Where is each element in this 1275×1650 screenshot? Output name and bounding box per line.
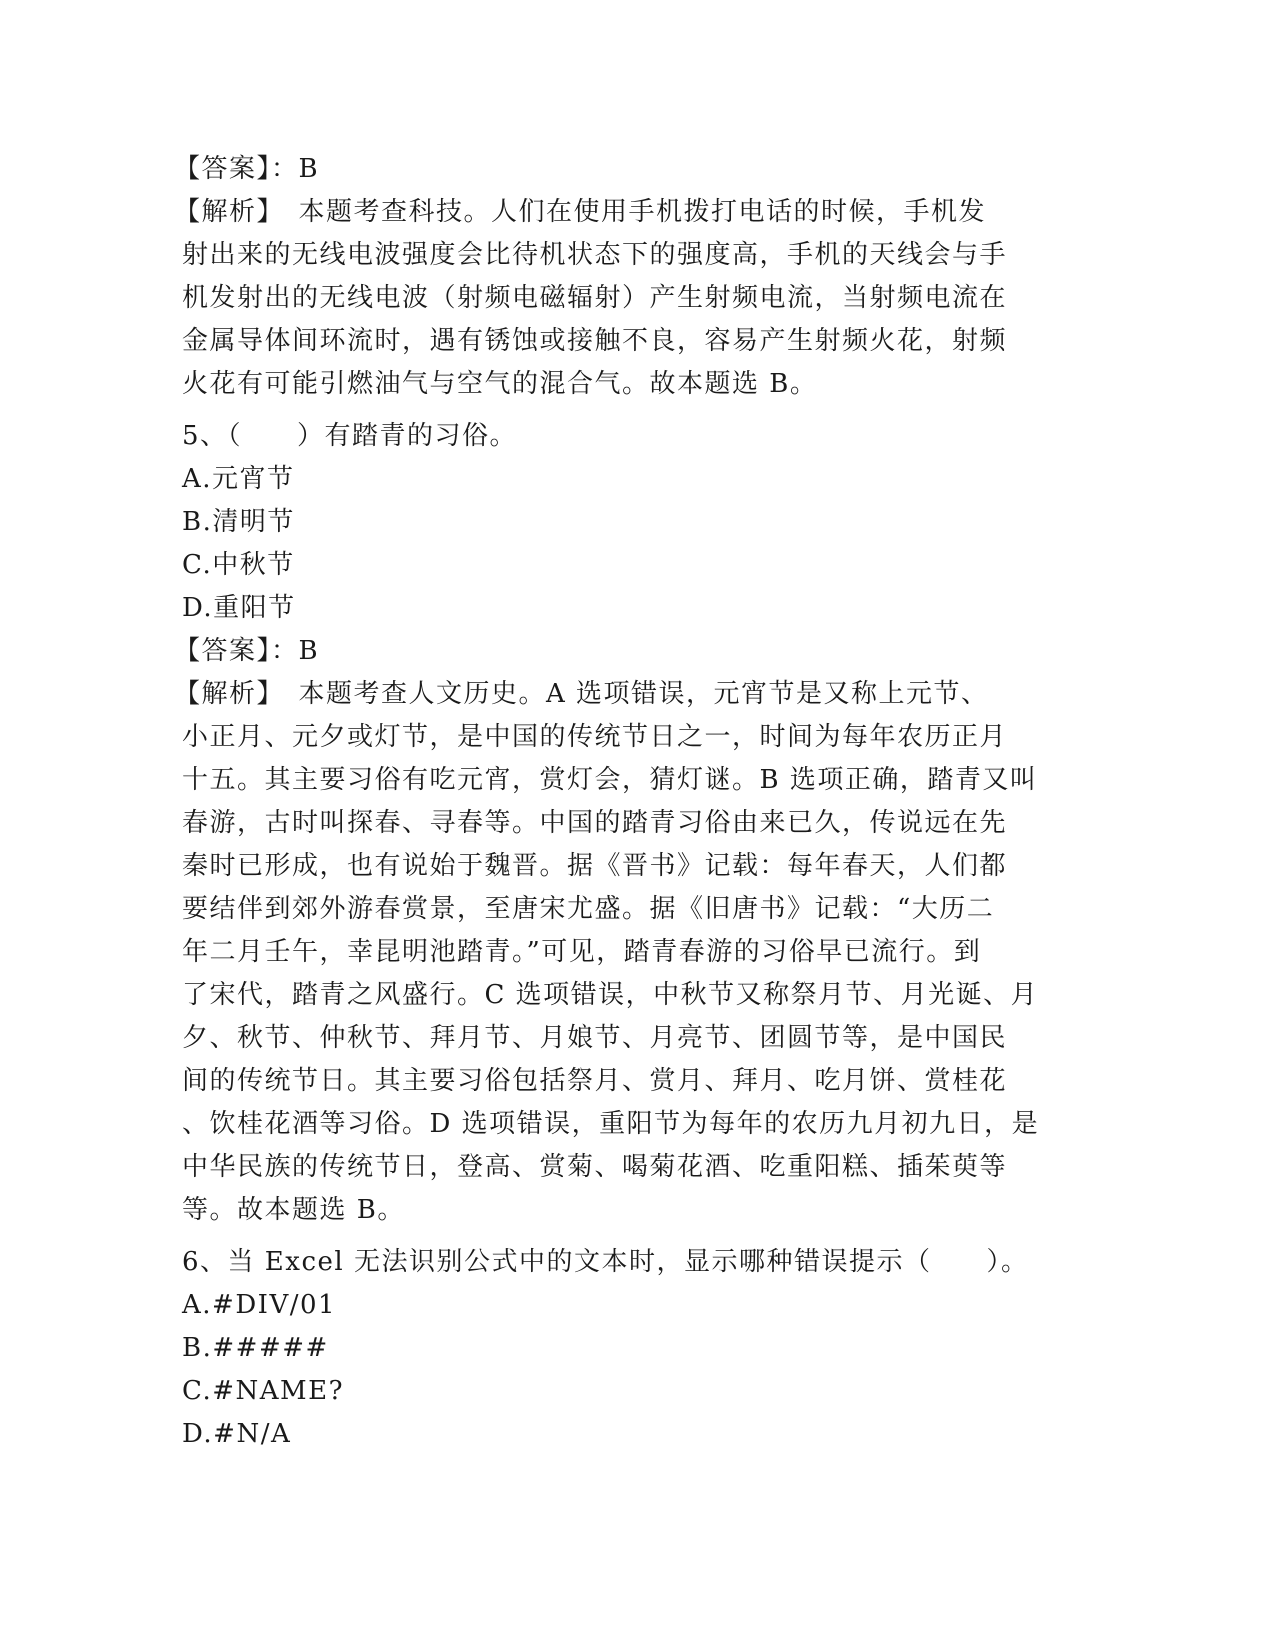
q5-explanation-line: 要结伴到郊外游春赏景，至唐宋尤盛。据《旧唐书》记载：“大历二 xyxy=(182,894,995,924)
q5-explanation-line: 十五。其主要习俗有吃元宵，赏灯会，猜灯谜。B 选项正确，踏青又叫 xyxy=(182,765,1038,795)
q5-explanation-line: 了宋代，踏青之风盛行。C 选项错误，中秋节又称祭月节、月光诞、月 xyxy=(182,980,1039,1010)
q5-explanation-line: 等。故本题选 B。 xyxy=(182,1195,405,1225)
document-page xyxy=(174,148,1092,1456)
q6-question: 6、当 Excel 无法识别公式中的文本时，显示哪种错误提示（ ）。 xyxy=(182,1247,1029,1277)
spacer xyxy=(182,406,1092,415)
spacer xyxy=(182,1232,1092,1241)
q5-explanation-line: 、饮桂花酒等习俗。D 选项错误，重阳节为每年的农历九月初九日，是 xyxy=(182,1109,1040,1139)
q5-option-a: A.元宵节 xyxy=(182,464,295,494)
q4-explanation-line: 射出来的无线电波强度会比待机状态下的强度高，手机的天线会与手 xyxy=(182,240,1008,270)
q5-explanation-line: 小正月、元夕或灯节，是中国的传统节日之一，时间为每年农历正月 xyxy=(182,722,1008,752)
q4-explanation-line: 机发射出的无线电波（射频电磁辐射）产生射频电流，当射频电流在 xyxy=(182,283,1008,313)
q4-answer: 【答案】：B xyxy=(174,154,320,184)
q6-option-a: A.#DIV/01 xyxy=(182,1290,337,1320)
q5-option-c: C.中秋节 xyxy=(182,550,295,580)
q5-option-b: B.清明节 xyxy=(182,507,295,537)
q4-explanation-line: 【解析】 本题考查科技。人们在使用手机拨打电话的时候，手机发 xyxy=(174,197,987,227)
q5-option-d: D.重阳节 xyxy=(182,593,296,623)
q6-option-c: C.#NAME? xyxy=(182,1376,345,1406)
q5-explanation-line: 春游，古时叫探春、寻春等。中国的踏青习俗由来已久，传说远在先 xyxy=(182,808,1008,838)
q6-option-d: D.#N/A xyxy=(182,1419,292,1449)
q5-explanation-line: 秦时已形成，也有说始于魏晋。据《晋书》记载：每年春天，人们都 xyxy=(182,851,1008,881)
q5-explanation-line: 间的传统节日。其主要习俗包括祭月、赏月、拜月、吃月饼、赏桂花 xyxy=(182,1066,1008,1096)
q5-question: 5、（ ）有踏青的习俗。 xyxy=(182,421,518,451)
q5-explanation-line: 夕、秋节、仲秋节、拜月节、月娘节、月亮节、团圆节等，是中国民 xyxy=(182,1023,1008,1053)
q5-explanation-line: 年二月壬午，幸昆明池踏青。”可见，踏青春游的习俗早已流行。到 xyxy=(182,937,982,967)
q6-option-b: B.##### xyxy=(182,1333,329,1363)
q5-answer: 【答案】：B xyxy=(174,636,320,666)
q5-explanation-line: 中华民族的传统节日，登高、赏菊、喝菊花酒、吃重阳糕、插茱萸等 xyxy=(182,1152,1008,1182)
q4-explanation-line: 金属导体间环流时，遇有锈蚀或接触不良，容易产生射频火花，射频 xyxy=(182,326,1008,356)
q4-explanation-line: 火花有可能引燃油气与空气的混合气。故本题选 B。 xyxy=(182,369,818,399)
q5-explanation-line: 【解析】 本题考查人文历史。A 选项错误，元宵节是又称上元节、 xyxy=(174,679,989,709)
